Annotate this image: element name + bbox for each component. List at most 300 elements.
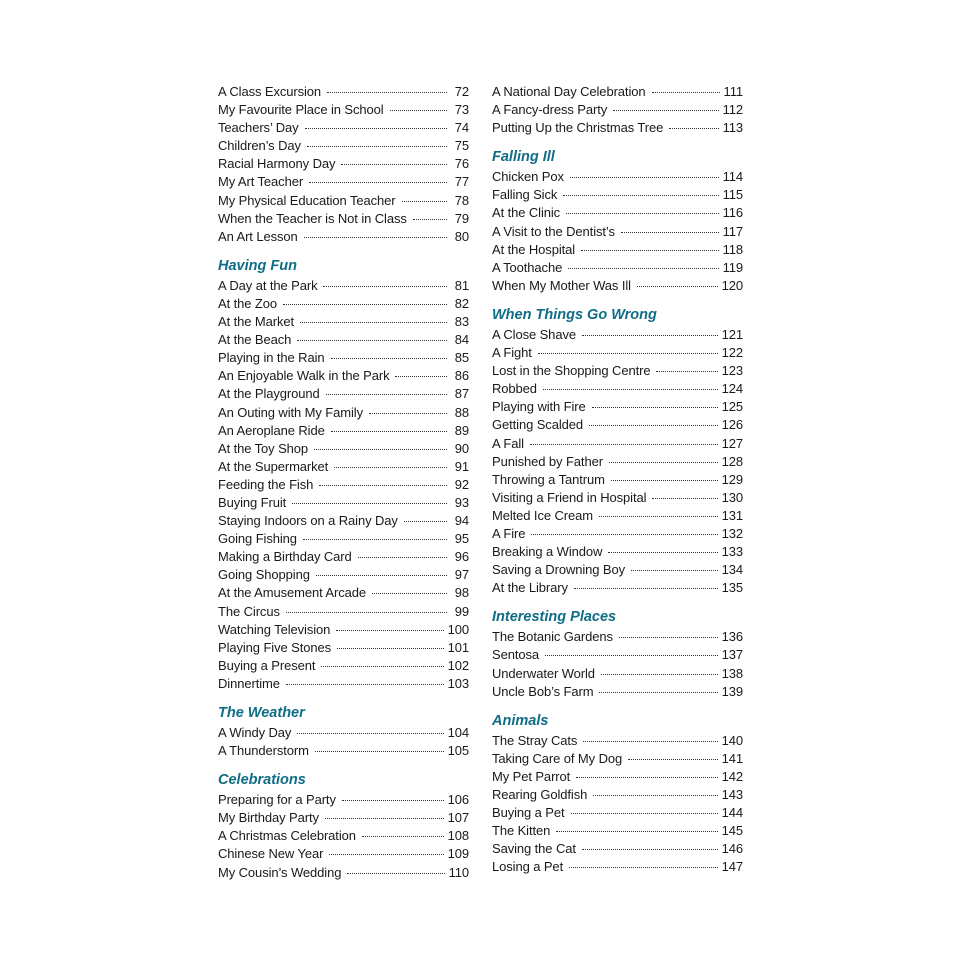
dot-leader xyxy=(592,407,718,408)
entry-page-number: 118 xyxy=(722,241,743,257)
entry-page-number: 125 xyxy=(721,399,743,415)
entry-title: Saving the Cat xyxy=(492,841,576,857)
entry-page-number: 120 xyxy=(721,277,743,293)
entry-title: Chicken Pox xyxy=(492,169,564,185)
toc-entry xyxy=(492,119,743,137)
toc-entry xyxy=(218,724,469,742)
entry-title: A Fight xyxy=(492,345,532,361)
dot-leader xyxy=(319,485,447,486)
toc-entry xyxy=(218,827,469,845)
entry-title: Racial Harmony Day xyxy=(218,156,336,172)
dot-leader xyxy=(341,164,447,165)
entry-title: Sentosa xyxy=(492,647,540,663)
toc-entry xyxy=(218,530,469,548)
entry-title: Buying a Present xyxy=(218,657,316,673)
section-heading: Interesting Places xyxy=(492,609,617,626)
entry-page-number: 75 xyxy=(454,138,469,154)
dot-leader xyxy=(304,237,447,238)
dot-leader xyxy=(545,655,718,656)
toc-entry xyxy=(492,241,743,259)
entry-title: My Favourite Place in School xyxy=(218,102,384,118)
entry-page-number: 123 xyxy=(721,363,743,379)
dot-leader xyxy=(369,413,447,414)
entry-page-number: 117 xyxy=(722,223,743,239)
dot-leader xyxy=(297,340,447,341)
dot-leader xyxy=(334,467,447,468)
entry-title: A Day at the Park xyxy=(218,277,318,293)
entry-page-number: 82 xyxy=(454,295,469,311)
dot-leader xyxy=(652,92,720,93)
dot-leader xyxy=(608,552,717,553)
section-interesting-places xyxy=(492,607,743,700)
entry-page-number: 94 xyxy=(454,513,469,529)
toc-entry xyxy=(218,791,469,809)
dot-leader xyxy=(593,795,717,796)
dot-leader xyxy=(331,358,448,359)
dot-leader xyxy=(581,250,719,251)
section-when-things-go-wrong xyxy=(492,305,743,597)
toc-entry xyxy=(218,657,469,675)
section-heading: When Things Go Wrong xyxy=(492,306,657,323)
dot-leader xyxy=(314,449,447,450)
dot-leader xyxy=(563,195,718,196)
entry-title: Playing in the Rain xyxy=(218,350,325,366)
entry-title: A Christmas Celebration xyxy=(218,828,356,844)
entry-page-number: 141 xyxy=(721,750,743,766)
dot-leader xyxy=(309,182,447,183)
entry-page-number: 137 xyxy=(721,647,743,663)
dot-leader xyxy=(656,371,717,372)
entry-page-number: 93 xyxy=(454,494,469,510)
entry-page-number: 109 xyxy=(447,846,469,862)
entry-page-number: 73 xyxy=(454,102,469,118)
toc-entry xyxy=(492,83,743,101)
toc-entry xyxy=(218,349,469,367)
entry-title: Watching Television xyxy=(218,621,331,637)
toc-entry xyxy=(492,168,743,186)
toc-entry xyxy=(492,344,743,362)
entry-title: Taking Care of My Dog xyxy=(492,750,623,766)
entry-page-number: 91 xyxy=(454,458,469,474)
entry-page-number: 96 xyxy=(454,549,469,565)
entry-page-number: 76 xyxy=(454,156,469,172)
dot-leader xyxy=(538,353,718,354)
toc-entry xyxy=(218,494,469,512)
entry-page-number: 84 xyxy=(454,332,469,348)
entry-title: At the Amusement Arcade xyxy=(218,585,367,601)
entry-title: At the Clinic xyxy=(492,205,561,221)
entry-page-number: 92 xyxy=(454,476,469,492)
entry-page-number: 102 xyxy=(447,657,469,673)
toc-entry xyxy=(492,326,743,344)
toc-entry xyxy=(492,259,743,277)
toc-entry xyxy=(492,543,743,561)
dot-leader xyxy=(283,304,447,305)
entry-title: Uncle Bob’s Farm xyxy=(492,683,594,699)
entry-title: A Fall xyxy=(492,435,524,451)
section-heading: Falling Ill xyxy=(492,149,555,166)
entry-title: Robbed xyxy=(492,381,537,397)
entry-title: When My Mother Was Ill xyxy=(492,277,631,293)
toc-entry xyxy=(492,204,743,222)
toc-entry xyxy=(218,603,469,621)
toc-entry xyxy=(492,858,743,876)
entry-title: My Birthday Party xyxy=(218,810,319,826)
dot-leader xyxy=(589,425,718,426)
dot-leader xyxy=(395,376,447,377)
dot-leader xyxy=(300,322,447,323)
toc-entry xyxy=(218,210,469,228)
toc-entry xyxy=(218,331,469,349)
dot-leader xyxy=(372,593,447,594)
dot-leader xyxy=(404,521,447,522)
dot-leader xyxy=(303,539,447,540)
toc-entry xyxy=(492,732,743,750)
entry-title: Preparing for a Party xyxy=(218,792,336,808)
entry-title: At the Zoo xyxy=(218,295,277,311)
entry-page-number: 85 xyxy=(454,350,469,366)
dot-leader xyxy=(531,534,717,535)
toc-entry xyxy=(218,458,469,476)
entry-page-number: 129 xyxy=(721,471,743,487)
toc-entry xyxy=(492,579,743,597)
entry-page-number: 78 xyxy=(454,192,469,208)
toc-entry xyxy=(492,453,743,471)
entry-page-number: 87 xyxy=(454,386,469,402)
dot-leader xyxy=(297,733,443,734)
dot-leader xyxy=(326,394,447,395)
entry-page-number: 74 xyxy=(454,120,469,136)
entry-title: Playing with Fire xyxy=(492,399,586,415)
toc-entry xyxy=(492,628,743,646)
entry-page-number: 111 xyxy=(723,84,743,99)
dot-leader xyxy=(530,444,718,445)
dot-leader xyxy=(613,110,718,111)
entry-title: A Windy Day xyxy=(218,725,292,740)
toc-entry xyxy=(492,362,743,380)
entry-page-number: 121 xyxy=(721,326,743,342)
dot-leader xyxy=(329,854,443,855)
toc-entry xyxy=(218,809,469,827)
toc-entry xyxy=(218,864,469,882)
entry-page-number: 145 xyxy=(721,823,743,839)
entry-page-number: 97 xyxy=(454,567,469,583)
toc-entry xyxy=(492,561,743,579)
entry-page-number: 88 xyxy=(454,404,469,420)
toc-entry xyxy=(492,507,743,525)
entry-title: A Class Excursion xyxy=(218,84,322,99)
entry-page-number: 128 xyxy=(721,453,743,469)
dot-leader xyxy=(358,557,447,558)
entry-page-number: 147 xyxy=(721,859,743,875)
entry-title: My Art Teacher xyxy=(218,174,304,190)
dot-leader xyxy=(327,92,447,93)
entry-title: A National Day Celebration xyxy=(492,84,646,99)
dot-leader xyxy=(637,286,718,287)
dot-leader xyxy=(566,213,719,214)
entry-title: Saving a Drowning Boy xyxy=(492,562,626,578)
dot-leader xyxy=(321,666,443,667)
entry-page-number: 136 xyxy=(721,629,743,645)
dot-leader xyxy=(576,777,717,778)
entry-title: A Close Shave xyxy=(492,326,576,342)
entry-page-number: 142 xyxy=(721,768,743,784)
toc-entry xyxy=(218,367,469,385)
toc-entry xyxy=(218,228,469,246)
dot-leader xyxy=(323,286,447,287)
section-continued xyxy=(218,83,469,246)
dot-leader xyxy=(583,741,717,742)
entry-page-number: 126 xyxy=(721,417,743,433)
entry-page-number: 86 xyxy=(454,368,469,384)
dot-leader xyxy=(347,873,444,874)
entry-page-number: 132 xyxy=(721,525,743,541)
entry-title: Breaking a Window xyxy=(492,544,603,560)
toc-entry xyxy=(492,822,743,840)
dot-leader xyxy=(556,831,717,832)
toc-entry xyxy=(218,742,469,760)
entry-page-number: 104 xyxy=(447,725,469,740)
dot-leader xyxy=(609,462,718,463)
entry-page-number: 108 xyxy=(447,828,469,844)
entry-page-number: 113 xyxy=(722,120,743,136)
section-the-weather xyxy=(218,703,469,760)
entry-page-number: 127 xyxy=(721,435,743,451)
entry-page-number: 101 xyxy=(447,639,469,655)
entry-title: The Kitten xyxy=(492,823,551,839)
entry-title: Getting Scalded xyxy=(492,417,584,433)
toc-entry xyxy=(218,404,469,422)
entry-page-number: 80 xyxy=(454,228,469,244)
section-continued xyxy=(492,83,743,137)
dot-leader xyxy=(286,684,444,685)
dot-leader xyxy=(571,813,718,814)
entry-page-number: 106 xyxy=(447,792,469,808)
entry-page-number: 131 xyxy=(721,507,743,523)
toc-entry xyxy=(218,440,469,458)
section-animals xyxy=(492,711,743,877)
dot-leader xyxy=(582,335,718,336)
entry-title: Going Fishing xyxy=(218,531,297,547)
dot-leader xyxy=(362,836,444,837)
dot-leader xyxy=(342,800,444,801)
section-celebrations xyxy=(218,770,469,881)
entry-title: At the Market xyxy=(218,314,295,330)
entry-title: Visiting a Friend in Hospital xyxy=(492,489,647,505)
entry-title: Buying a Pet xyxy=(492,805,565,821)
toc-entry xyxy=(218,476,469,494)
entry-page-number: 112 xyxy=(722,102,743,118)
entry-title: A Visit to the Dentist’s xyxy=(492,223,615,239)
entry-page-number: 83 xyxy=(454,314,469,330)
entry-title: At the Beach xyxy=(218,332,292,348)
dot-leader xyxy=(331,431,447,432)
entry-page-number: 72 xyxy=(454,84,469,99)
entry-title: Punished by Father xyxy=(492,453,603,469)
toc-entry xyxy=(218,295,469,313)
dot-leader xyxy=(292,503,447,504)
section-heading: Animals xyxy=(492,712,549,729)
entry-page-number: 119 xyxy=(722,259,743,275)
toc-entry xyxy=(218,385,469,403)
entry-page-number: 107 xyxy=(447,810,469,826)
toc-entry xyxy=(492,646,743,664)
toc-entry xyxy=(218,119,469,137)
entry-page-number: 122 xyxy=(721,345,743,361)
entry-page-number: 143 xyxy=(721,787,743,802)
entry-title: Underwater World xyxy=(492,665,595,681)
entry-page-number: 133 xyxy=(721,544,743,560)
entry-title: My Cousin’s Wedding xyxy=(218,864,342,880)
dot-leader xyxy=(316,575,447,576)
toc-entry xyxy=(218,173,469,191)
toc-entry xyxy=(492,768,743,786)
dot-leader xyxy=(669,128,718,129)
toc-entry xyxy=(492,416,743,434)
dot-leader xyxy=(619,637,718,638)
entry-page-number: 99 xyxy=(454,603,469,619)
entry-page-number: 105 xyxy=(447,743,469,759)
entry-title: Melted Ice Cream xyxy=(492,507,593,523)
toc-entry xyxy=(492,186,743,204)
entry-page-number: 115 xyxy=(722,187,743,203)
dot-leader xyxy=(390,110,447,111)
toc-entry xyxy=(492,750,743,768)
section-heading: The Weather xyxy=(218,705,305,721)
toc-right-column xyxy=(492,83,743,876)
toc-entry xyxy=(492,786,743,804)
toc-entry xyxy=(218,192,469,210)
entry-title: Making a Birthday Card xyxy=(218,549,352,565)
entry-page-number: 100 xyxy=(447,621,469,637)
entry-page-number: 110 xyxy=(448,864,469,880)
entry-page-number: 81 xyxy=(454,277,469,293)
entry-title: Buying Fruit xyxy=(218,494,287,510)
entry-title: The Circus xyxy=(218,603,280,619)
toc-entry xyxy=(492,804,743,822)
dot-leader xyxy=(402,201,447,202)
toc-entry xyxy=(492,101,743,119)
entry-page-number: 79 xyxy=(454,210,469,226)
dot-leader xyxy=(315,751,444,752)
entry-title: Putting Up the Christmas Tree xyxy=(492,120,664,136)
toc-left-column xyxy=(218,83,469,882)
entry-title: Losing a Pet xyxy=(492,859,564,875)
entry-title: Falling Sick xyxy=(492,187,558,203)
dot-leader xyxy=(611,480,718,481)
entry-title: At the Playground xyxy=(218,386,320,402)
dot-leader xyxy=(325,818,444,819)
dot-leader xyxy=(582,849,718,850)
entry-page-number: 135 xyxy=(721,580,743,596)
dot-leader xyxy=(599,516,718,517)
entry-title: My Physical Education Teacher xyxy=(218,192,396,208)
entry-page-number: 144 xyxy=(721,805,743,821)
dot-leader xyxy=(413,219,447,220)
entry-page-number: 89 xyxy=(454,422,469,438)
entry-title: The Stray Cats xyxy=(492,732,578,748)
entry-page-number: 114 xyxy=(722,169,743,185)
entry-page-number: 77 xyxy=(454,174,469,190)
dot-leader xyxy=(599,692,717,693)
dot-leader xyxy=(621,232,719,233)
entry-title: The Botanic Gardens xyxy=(492,629,613,645)
entry-page-number: 146 xyxy=(721,841,743,857)
entry-page-number: 124 xyxy=(721,381,743,397)
toc-entry xyxy=(218,566,469,584)
dot-leader xyxy=(569,867,718,868)
entry-page-number: 130 xyxy=(721,489,743,505)
entry-title: A Fancy-dress Party xyxy=(492,102,608,118)
toc-entry xyxy=(218,101,469,119)
dot-leader xyxy=(574,588,718,589)
toc-entry xyxy=(492,471,743,489)
entry-title: At the Hospital xyxy=(492,241,576,257)
dot-leader xyxy=(628,759,717,760)
entry-title: A Fire xyxy=(492,525,526,541)
toc-entry xyxy=(492,398,743,416)
entry-page-number: 103 xyxy=(447,675,469,691)
toc-entry xyxy=(218,512,469,530)
entry-title: Playing Five Stones xyxy=(218,639,331,655)
dot-leader xyxy=(652,498,717,499)
entry-title: A Thunderstorm xyxy=(218,743,309,759)
entry-title: Staying Indoors on a Rainy Day xyxy=(218,513,398,529)
entry-title: Going Shopping xyxy=(218,567,310,583)
entry-title: When the Teacher is Not in Class xyxy=(218,210,407,226)
entry-title: An Enjoyable Walk in the Park xyxy=(218,368,390,384)
entry-page-number: 95 xyxy=(454,531,469,547)
section-having-fun xyxy=(218,256,469,693)
toc-entry xyxy=(492,683,743,701)
toc-entry xyxy=(492,525,743,543)
entry-title: An Art Lesson xyxy=(218,228,298,244)
entry-title: An Aeroplane Ride xyxy=(218,422,325,438)
toc-entry xyxy=(218,83,469,101)
dot-leader xyxy=(305,128,447,129)
entry-page-number: 116 xyxy=(722,205,743,221)
toc-entry xyxy=(218,422,469,440)
section-falling-ill xyxy=(492,147,743,295)
toc-entry xyxy=(218,137,469,155)
entry-title: Rearing Goldfish xyxy=(492,787,588,802)
entry-title: Lost in the Shopping Centre xyxy=(492,363,651,379)
toc-entry xyxy=(492,277,743,295)
dot-leader xyxy=(336,630,443,631)
toc-entry xyxy=(492,840,743,858)
entry-title: A Toothache xyxy=(492,259,563,275)
entry-title: Feeding the Fish xyxy=(218,476,314,492)
dot-leader xyxy=(631,570,718,571)
toc-entry xyxy=(218,584,469,602)
toc-entry xyxy=(218,548,469,566)
toc-entry xyxy=(218,845,469,863)
toc-entry xyxy=(492,435,743,453)
toc-entry xyxy=(218,155,469,173)
entry-title: An Outing with My Family xyxy=(218,404,363,420)
dot-leader xyxy=(337,648,444,649)
dot-leader xyxy=(286,612,447,613)
entry-page-number: 139 xyxy=(721,683,743,699)
entry-title: At the Toy Shop xyxy=(218,440,309,456)
entry-page-number: 98 xyxy=(454,585,469,601)
entry-title: At the Library xyxy=(492,580,568,596)
toc-entry xyxy=(492,489,743,507)
dot-leader xyxy=(568,268,718,269)
toc-entry xyxy=(218,621,469,639)
entry-title: Chinese New Year xyxy=(218,846,324,862)
dot-leader xyxy=(601,674,718,675)
